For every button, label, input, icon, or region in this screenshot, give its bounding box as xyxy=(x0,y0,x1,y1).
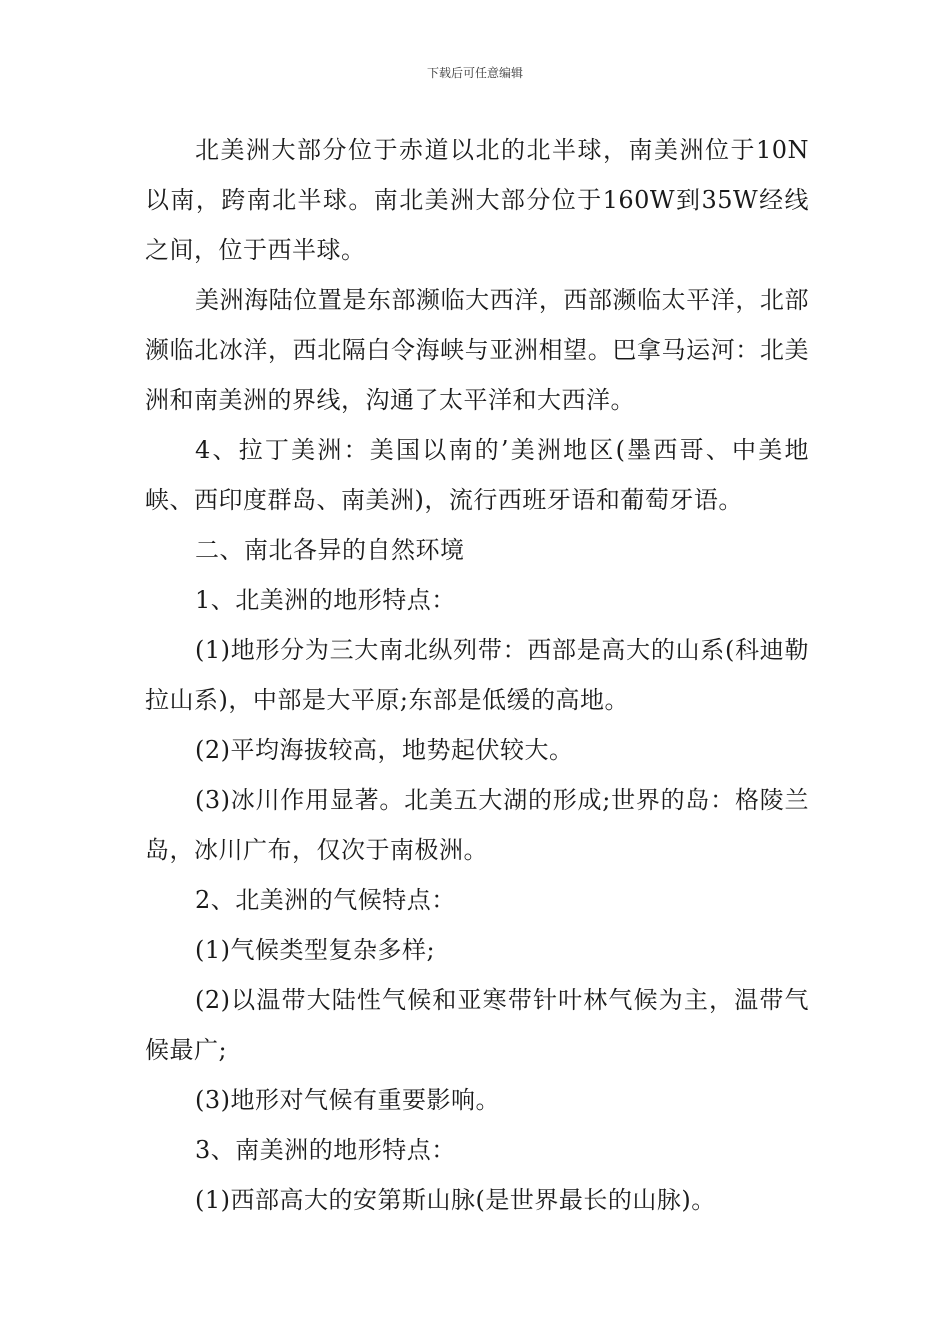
subheading-na-terrain: 1、北美洲的地形特点： xyxy=(195,586,456,614)
list-item-sa-terrain-1: (1)西部高大的安第斯山脉(是世界最长的山脉)。 xyxy=(195,1186,716,1214)
list-item-climate-2: (2)以温带大陆性气候和亚寒带针叶林气候为主，温带气候最广; xyxy=(145,986,809,1064)
list-item-terrain-2: (2)平均海拔较高，地势起伏较大。 xyxy=(195,736,574,764)
paragraph-latin-america: 4、拉丁美洲：美国以南的’美洲地区(墨西哥、中美地峡、西印度群岛、南美洲)，流行西班牙语和葡萄牙语。 xyxy=(145,436,809,514)
list-item-climate-3: (3)地形对气候有重要影响。 xyxy=(195,1086,500,1114)
document-body xyxy=(145,125,809,1225)
paragraph-land-sea-position: 美洲海陆位置是东部濒临大西洋，西部濒临太平洋，北部濒临北冰洋，西北隔白令海峡与亚洲相望。巴拿马运河：北美洲和南美洲的界线，沟通了太平洋和大西洋。 xyxy=(145,286,809,414)
subheading-na-climate: 2、北美洲的气候特点： xyxy=(195,886,456,914)
section-heading-natural-environment: 二、南北各异的自然环境 xyxy=(195,536,465,564)
list-item-climate-1: (1)气候类型复杂多样; xyxy=(195,936,436,964)
page-header-note: 下载后可任意编辑 xyxy=(426,66,523,80)
subheading-sa-terrain: 3、南美洲的地形特点： xyxy=(195,1136,456,1164)
list-item-terrain-1: (1)地形分为三大南北纵列带：西部是高大的山系(科迪勒拉山系)，中部是大平原;东部是低缓的高地。 xyxy=(145,636,809,714)
paragraph-location: 北美洲大部分位于赤道以北的北半球，南美洲位于10N以南，跨南北半球。南北美洲大部分位于160W到35W经线之间，位于西半球。 xyxy=(145,136,809,264)
list-item-terrain-3: (3)冰川作用显著。北美五大湖的形成;世界的岛：格陵兰岛，冰川广布，仅次于南极洲。 xyxy=(145,786,809,864)
